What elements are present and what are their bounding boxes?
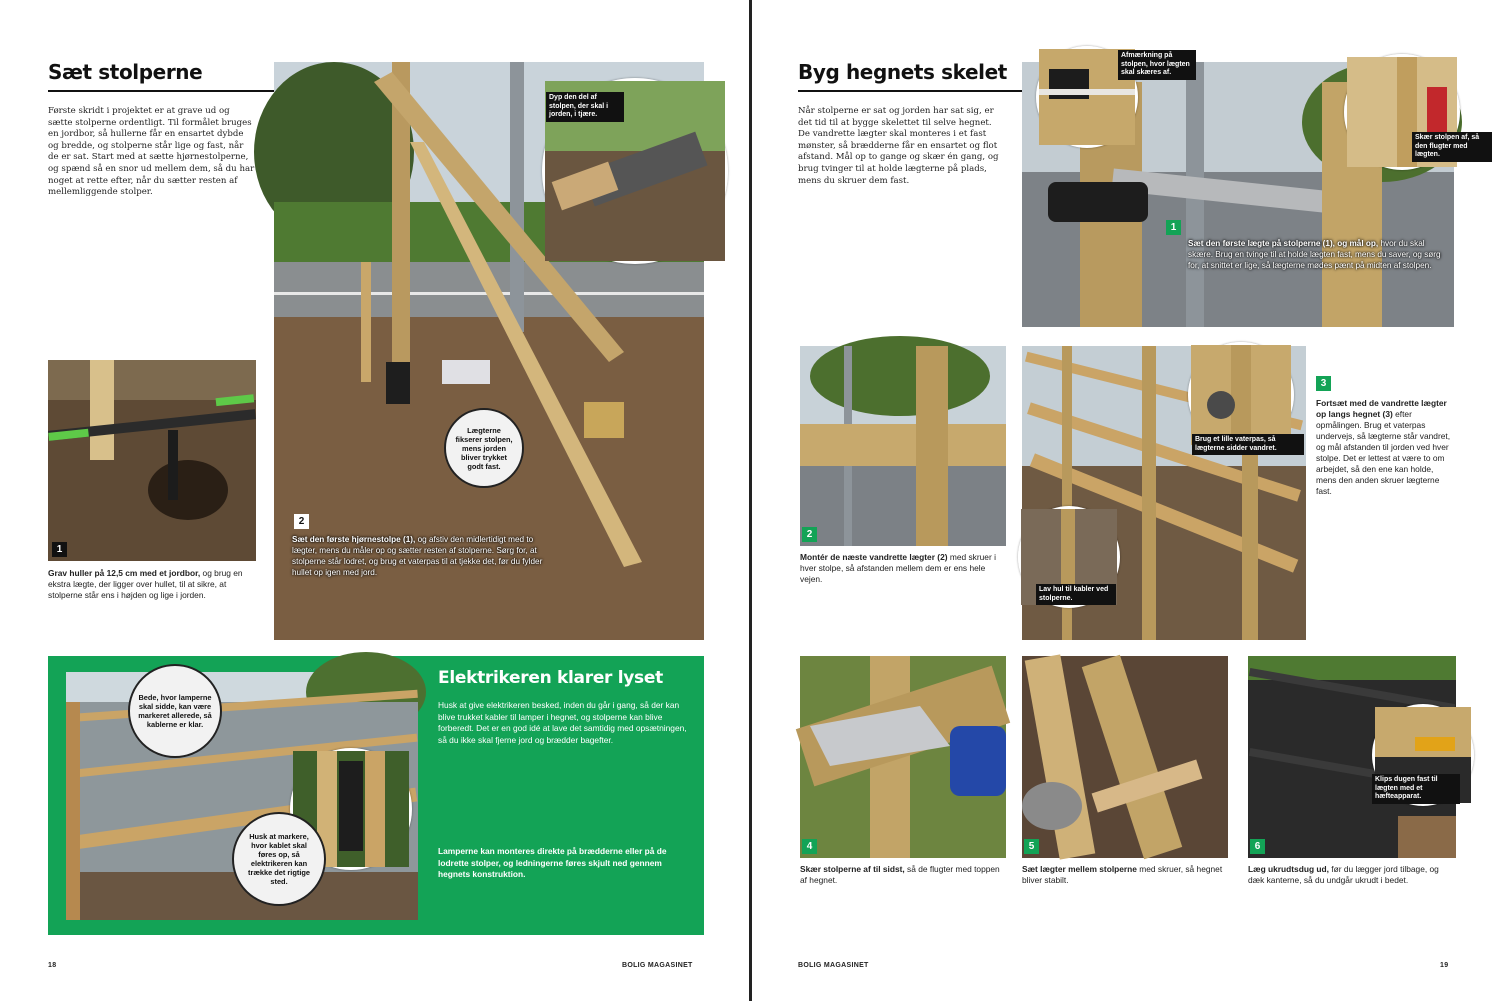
right-step1-badge: 1 [1166,220,1181,235]
right-title-rule [798,90,1024,92]
right-step2-badge: 2 [802,527,817,542]
right-footer-page-number: 19 [1440,962,1449,969]
right-step4-caption [800,864,1006,886]
right-step1-tag-left: Afmærkning på stolpen, hvor lægten skal skæres af. [1118,50,1196,80]
right-step3-tag-top: Brug et lille vaterpas, så lægterne sidder vandret. [1192,434,1304,455]
left-footer-page-number: 18 [48,962,57,969]
page-gutter [749,0,752,1001]
right-footer-brand: BOLIG MAGASINET [798,962,869,969]
step2-photo [274,62,704,640]
right-step2-photo [800,346,1006,546]
left-footer-brand: BOLIG MAGASINET [622,962,693,969]
step2-bubble: Lægterne fikserer stolpen, mens jorden bliver trykket godt fast. [444,408,524,488]
electrician-photo [66,672,418,920]
right-step5-caption-text: med skruer, så hegnet bliver stabilt. [1022,864,1223,885]
right-step6-caption-bold: Læg ukrudtsdug ud, [1248,864,1329,874]
electrician-bubble-2: Husk at markere, hvor kablet skal føres op, så elektrikeren kan trække det rigtige sted. [232,812,326,906]
left-section-title: Sæt stolperne [48,60,203,84]
right-step4-caption-text: så de flugter med toppen af hegnet. [800,864,1000,885]
electrician-bubble-1: Bede, hvor lamperne skal sidde, kan være markeret allerede, så kablerne er klar. [128,664,222,758]
right-step5-photo [1022,656,1228,858]
step1-caption-bold: Grav huller på 12,5 cm med et jordbor, [48,568,201,578]
right-step1-caption-text: hvor du skal skære. Brug en tvinge til at holde lægten fast, mens du saver, og sørg for, at snittet er lige, så lægterne mødes pænt på midten af stolpen. [1188,239,1441,270]
right-step1-caption-bold: Sæt den første lægte på stolperne (1), og mål op, [1188,239,1379,248]
step2-caption-bold: Sæt den første hjørnestolpe (1), [292,535,416,544]
right-step5-badge: 5 [1024,839,1039,854]
right-step3-inset-top [1188,342,1294,448]
right-step3-tag-bottom: Lav hul til kabler ved stolperne. [1036,584,1116,605]
step1-caption-text: og brug en ekstra lægte, der ligger over hullet, til at sikre, at stolperne står ens i højden og lige i jorden. [48,568,243,600]
right-step2-caption [800,552,1006,585]
right-section-title: Byg hegnets skelet [798,60,1007,84]
right-step3-caption-text: efter opmålingen. Brug et vaterpas undervejs, så lægterne står vandret, og mål afstanden til jorden ved hver stolpe. Det er lettest at være to om arbejdet, så den ene kan holde, mens den anden skruer lægterne fast. [1316,409,1451,496]
right-step4-caption-bold: Skær stolperne af til sidst, [800,864,905,874]
step1-badge: 1 [52,542,67,557]
right-step3-badge: 3 [1316,376,1331,391]
left-title-rule [48,90,274,92]
right-step6-badge: 6 [1250,839,1265,854]
right-step5-caption [1022,864,1228,886]
right-step3-caption-bold: Fortsæt med de vandrette lægter op langs hegnet (3) [1316,398,1447,419]
right-step3-photo [1022,346,1306,640]
left-intro-text: Første skridt i projektet er at grave ud og sætte stolperne ordentligt. Til formålet bruges en jordbor, så hullerne får en ensartet dybde og bredde, og stolperne står lige og fast, når de er sat. Start med at sætte hjørnestolperne, og spænd så en snor ud mellem dem, så du har noget at rette efter, når du sætter resten af mellemliggende stolper. [48,106,255,198]
right-step4-photo [800,656,1006,858]
right-intro-text: Når stolperne er sat og jorden har sat sig, er det tid til at bygge skelettet til selve hegnet. De vandrette lægter skal monteres i et fast mønster, så brædderne får en ensartet og flot afstand. Mål op to gange og skær én gang, og brug tvinger til at holde lægterne på plads, mens du skruer dem fast. [798,106,999,186]
right-step1-caption [1188,238,1446,271]
step1-photo [48,360,256,561]
right-step1-tag-right: Skær stolpen af, så den flugter med lægten. [1412,132,1492,162]
step1-caption [48,568,256,601]
right-step6-tag: Klips dugen fast til lægten med et hæfteapparat. [1372,774,1460,804]
right-step4-badge: 4 [802,839,817,854]
electrician-text-1: Husk at give elektrikeren besked, inden du går i gang, så der kan blive trukket kabler til lamper i hegnet, og stolperne kan blive forberedt. Det er en god idé at lave det samtidig med opsætningen, så du ikke skal fjerne jord og brædder bagefter. [438,700,687,745]
right-step3-caption [1316,398,1456,497]
right-step6-photo [1248,656,1456,858]
right-step5-caption-bold: Sæt lægter mellem stolperne [1022,864,1137,874]
right-step1-photo [1022,52,1480,327]
right-step2-caption-text: med skruer i hver stolpe, så afstanden mellem dem er ens hele vejen. [800,552,996,584]
step2-caption [292,534,558,578]
electrician-text-2: Lamperne kan monteres direkte på brædderne eller på de lodrette stolper, og ledningerne føres skjult ned gennem hegnets konstruktion. [438,846,667,880]
right-step2-caption-bold: Montér de næste vandrette lægter (2) [800,552,948,562]
step2-inset-tag: Dyp den del af stolpen, der skal i jorden, i tjære. [546,92,624,122]
step2-badge: 2 [294,514,309,529]
step2-caption-text: og afstiv den midlertidigt med to lægter, mens du måler op og sætter resten af stolperne. Sørg for, at stolperne står lodret, og brug et vaterpas til at tjekke det, før du fylder hullet op igen med jord. [292,535,543,577]
right-step6-caption [1248,864,1456,886]
electrician-title: Elektrikeren klarer lyset [438,668,663,688]
right-step6-caption-text: før du lægger jord tilbage, og dæk kanterne, så du undgår ukrudt i bedet. [1248,864,1439,885]
